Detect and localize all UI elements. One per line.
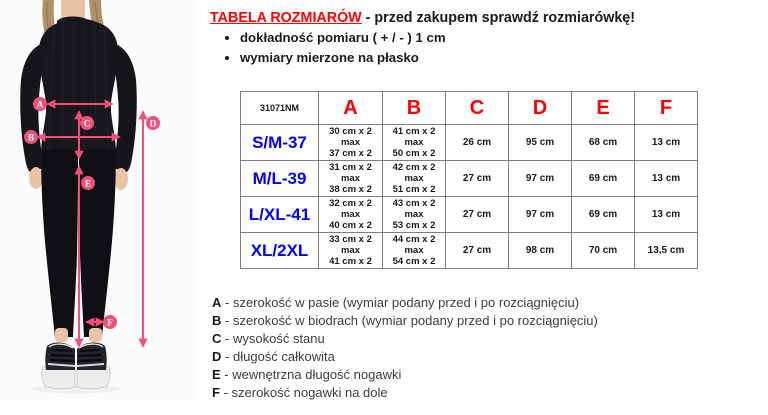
measure-line: 44 cm x 2 <box>392 234 436 245</box>
measure-line: 41 cm x 2 <box>329 256 372 267</box>
measure-e-cell: 69 cm <box>572 161 635 197</box>
legend-separator: - <box>225 295 230 310</box>
measure-c-cell: 27 cm <box>446 197 509 233</box>
model-left-ankle <box>55 328 68 342</box>
column-header-D: D <box>509 92 572 125</box>
measure-a-cell <box>319 125 383 161</box>
legend-line-E <box>212 366 598 384</box>
left-sneaker <box>42 343 75 389</box>
legend-key: C <box>212 330 222 346</box>
measurement-legend <box>212 294 598 401</box>
measure-c-cell: 27 cm <box>446 161 509 197</box>
column-header-A: A <box>319 92 383 125</box>
product-code-cell: 31071NM <box>241 92 319 125</box>
measure-line: 32 cm x 2 <box>329 198 372 209</box>
measure-line: max <box>404 209 424 220</box>
measure-line: 41 cm x 2 <box>392 126 436 137</box>
measure-line: 43 cm x 2 <box>392 198 436 209</box>
size-label: M/L-39 <box>241 161 319 197</box>
measure-line: max <box>404 137 424 148</box>
measure-d-cell: 95 cm <box>509 125 572 161</box>
legend-text: długość całkowita <box>232 348 335 364</box>
marker-letter-A: A <box>36 100 44 111</box>
model-photo <box>0 0 195 415</box>
measure-line: 54 cm x 2 <box>392 256 436 267</box>
legend-separator: - <box>225 330 230 346</box>
note-item: • wymiary mierzone na płasko <box>240 48 446 68</box>
measure-line: max <box>404 173 424 184</box>
measure-a-cell <box>319 197 383 233</box>
legend-separator: - <box>225 312 230 328</box>
measure-a-cell <box>319 161 383 197</box>
measure-line: 53 cm x 2 <box>392 220 436 231</box>
measure-f-cell: 13 cm <box>635 161 698 197</box>
measure-line: 38 cm x 2 <box>329 184 372 195</box>
measure-line: 40 cm x 2 <box>329 220 372 231</box>
legend-key: B <box>212 312 222 328</box>
legend-text: wysokość stanu <box>232 330 325 346</box>
measure-b-cell <box>383 197 446 233</box>
measure-line: max <box>404 245 424 256</box>
model-figure-svg <box>0 0 195 415</box>
measure-f-cell: 13,5 cm <box>635 233 698 269</box>
size-row-lxl41 <box>241 197 698 233</box>
measure-f-cell: 13 cm <box>635 125 698 161</box>
measure-c-cell: 26 cm <box>446 125 509 161</box>
measure-d-cell: 97 cm <box>509 161 572 197</box>
size-table <box>240 91 698 269</box>
legend-line-A <box>212 294 598 312</box>
legend-text: szerokość w pasie (wymiar podany przed i po rozciągnięciu) <box>232 295 580 310</box>
measure-a-cell <box>319 233 383 269</box>
size-row-ml39 <box>241 161 698 197</box>
column-header-B: B <box>383 92 446 125</box>
measure-line: 31 cm x 2 <box>329 162 372 173</box>
model-right-ankle <box>89 328 102 342</box>
page-title <box>210 10 635 26</box>
legend-key: E <box>212 366 221 382</box>
note-item: • dokładność pomiaru ( + / - ) 1 cm <box>240 28 446 48</box>
measure-line: 30 cm x 2 <box>329 126 372 137</box>
legend-line-D <box>212 348 598 366</box>
column-header-C: C <box>446 92 509 125</box>
legend-line-B <box>212 312 598 330</box>
legend-line-F <box>212 384 598 402</box>
model-left-hand <box>29 167 43 189</box>
model-right-hand <box>114 168 128 190</box>
legend-text: szerokość w biodrach (wymiar podany przed i po rozciągnięciu) <box>232 312 598 328</box>
legend-text: wewnętrzna długość nogawki <box>232 366 402 382</box>
measure-line: 33 cm x 2 <box>329 234 372 245</box>
legend-separator: - <box>223 384 228 400</box>
measure-line: max <box>340 245 360 256</box>
measure-line: max <box>340 209 360 220</box>
marker-letter-D: D <box>149 119 157 130</box>
column-header-F: F <box>635 92 698 125</box>
size-label: S/M-37 <box>241 125 319 161</box>
legend-separator: - <box>225 348 230 364</box>
legend-key: F <box>212 384 220 400</box>
page-title-highlight: TABELA ROZMIARÓW <box>210 10 362 26</box>
measure-c-cell: 27 cm <box>446 233 509 269</box>
measure-f-cell: 13 cm <box>635 197 698 233</box>
marker-letter-B: B <box>27 133 35 144</box>
measure-line: 37 cm x 2 <box>329 148 372 159</box>
measure-b-cell <box>383 161 446 197</box>
page-title-rest: - przed zakupem sprawdź rozmiarówkę! <box>361 10 635 26</box>
size-table-header-row <box>241 92 698 125</box>
measure-line: 42 cm x 2 <box>392 162 436 173</box>
legend-line-C <box>212 330 598 348</box>
legend-text: szerokość nogawki na dole <box>231 384 388 400</box>
measure-line: 51 cm x 2 <box>392 184 436 195</box>
measure-d-cell: 98 cm <box>509 233 572 269</box>
size-row-xl2xl <box>241 233 698 269</box>
measure-line: max <box>340 137 360 148</box>
measure-line: 50 cm x 2 <box>392 148 436 159</box>
size-label: XL/2XL <box>241 233 319 269</box>
legend-separator: - <box>224 366 229 382</box>
measure-line: max <box>340 173 360 184</box>
measurement-notes-list <box>226 28 446 67</box>
legend-key: D <box>212 348 222 364</box>
marker-letter-E: E <box>84 179 92 190</box>
measure-e-cell: 69 cm <box>572 197 635 233</box>
legend-key: A <box>212 295 222 310</box>
measure-b-cell <box>383 233 446 269</box>
measure-b-cell <box>383 125 446 161</box>
marker-letter-C: C <box>83 119 91 130</box>
right-sneaker <box>77 343 110 389</box>
column-header-E: E <box>572 92 635 125</box>
marker-letter-F: F <box>107 318 113 329</box>
measure-e-cell: 70 cm <box>572 233 635 269</box>
measure-d-cell: 97 cm <box>509 197 572 233</box>
size-row-sm37 <box>241 125 698 161</box>
size-label: L/XL-41 <box>241 197 319 233</box>
measure-e-cell: 68 cm <box>572 125 635 161</box>
